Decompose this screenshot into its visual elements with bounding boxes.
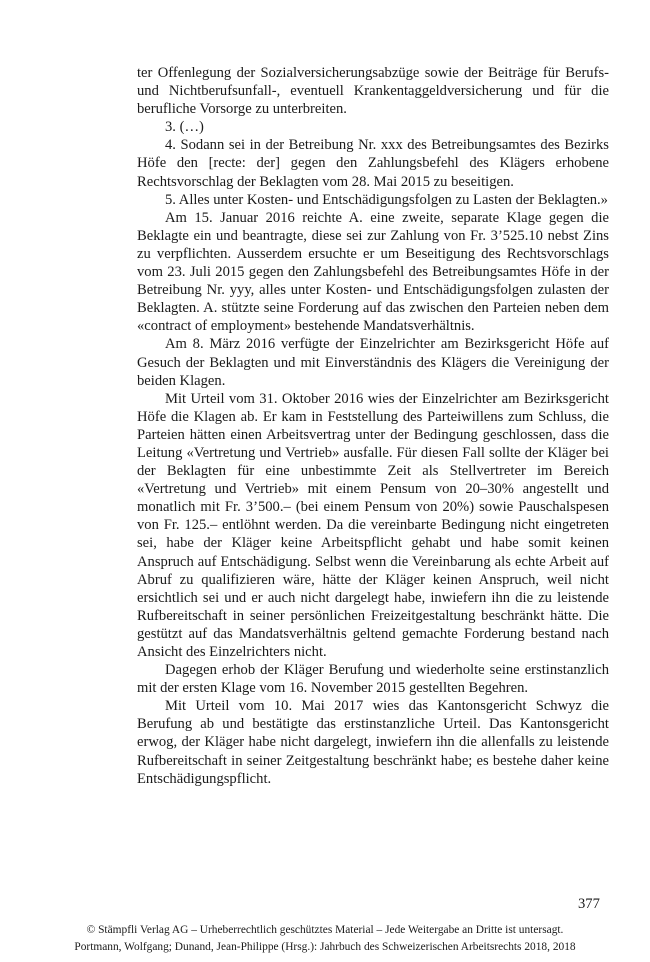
paragraph: Am 15. Januar 2016 reichte A. eine zweite, separate Klage gegen die Beklagte ein und beantragte, diese sei zur Zahlung von Fr. 3’525.10 nebst Zins zu verpflichten. Ausserdem ersuchte er um Beseitigung des Rechtsvorschlags vom 23. Juli 2015 gegen den Zahlungsbefehl des Betreibungsamtes Höfe in der Betreibung Nr. yyy, alles unter Kosten- und Entschädigungsfolgen zulasten der Beklagten. A. stützte seine Forderung auf das zwischen den Parteien neben dem «contract of employment» bestehende Mandatsverhältnis. (137, 209, 609, 335)
paragraph: Mit Urteil vom 10. Mai 2017 wies das Kantonsgericht Schwyz die Berufung ab und bestätigte das erstinstanzliche Urteil. Das Kantonsgericht erwog, der Kläger habe nicht dargelegt, inwiefern ihn die allenfalls zu leistende Rufbereitschaft in seiner Zeitgestaltung beschränkt habe; es bestehe daher keine Entschädigungspflicht. (137, 698, 609, 787)
paragraph: Mit Urteil vom 31. Oktober 2016 wies der Einzelrichter am Bezirksgericht Höfe die Klagen ab. Er kam in Feststellung des Parteiwillens zum Schluss, die Parteien hätten einen Arbeitsvertrag unter der Bedingung geschlossen, dass die Leitung «Vertretung und Vertrieb» ausfalle. Für diesen Fall sollte der Kläger bei der Beklagten für eine unbestimmte Zeit als Stellvertreter im Bereich «Vertretung und Vertrieb» mit einem Pensum von 20–30% angestellt und monatlich mit Fr. 3’500.– (bei einem Pensum von 20%) sowie Pauschalspesen von Fr. 125.– entlöhnt werden. Da die vereinbarte Bedingung nicht eingetreten sei, habe der Kläger keine Arbeitspflicht gehabt und habe somit keinen Anspruch auf Entschädigung. Selbst wenn die Vereinbarung als echte Arbeit auf Abruf zu qualifizieren wäre, hätte der Kläger keinen Anspruch, weil nicht ersichtlich sei und er auch nicht dargelegt habe, inwiefern ihn die zu leistende Rufbereitschaft in seiner persönlichen Freizeitgestaltung beschränkt hätte. Die gestützt auf das Mandatsverhältnis geltend gemachte Forderung bestand nach Ansicht des Einzelrichters nicht. (137, 390, 609, 660)
paragraph: Am 8. März 2016 verfügte der Einzelrichter am Bezirksgericht Höfe auf Gesuch der Beklagten und mit Einverständnis des Klägers die Vereinigung der beiden Klagen. (137, 336, 609, 389)
page-number: 377 (578, 896, 600, 912)
paragraph: Dagegen erhob der Kläger Berufung und wiederholte seine erstinstanzlich mit der ersten Klage vom 16. November 2015 gestellten Begehren. (137, 662, 609, 697)
body-text (137, 64, 609, 788)
paragraph: 4. Sodann sei in der Betreibung Nr. xxx des Betreibungsamtes des Bezirks Höfe den [recte: der] gegen den Zahlungsbefehl des Klägers erhobene Rechtsvorschlag der Beklagten vom 28. Mai 2015 zu beseitigen. (137, 137, 609, 190)
footer-copyright-line: © Stämpfli Verlag AG – Urheberrechtlich geschütztes Material – Jede Weitergabe an Dritte ist untersagt. (86, 924, 564, 936)
paragraph: 5. Alles unter Kosten- und Entschädigungsfolgen zu Lasten der Beklagten.» (165, 191, 608, 208)
footer-citation-line: Portmann, Wolfgang; Dunand, Jean-Philippe (Hrsg.): Jahrbuch des Schweizerischen Arbeitsrechts 2018, 2018 (74, 941, 576, 953)
paragraph: ter Offenlegung der Sozialversicherungsabzüge sowie der Beiträge für Berufs- und Nichtberufsunfall-, eventuell Krankentaggeldversicherung und für die berufliche Vorsorge zu unterbreiten. (137, 65, 609, 118)
paragraph: 3. (…) (165, 119, 204, 136)
copyright-footer (0, 922, 650, 956)
